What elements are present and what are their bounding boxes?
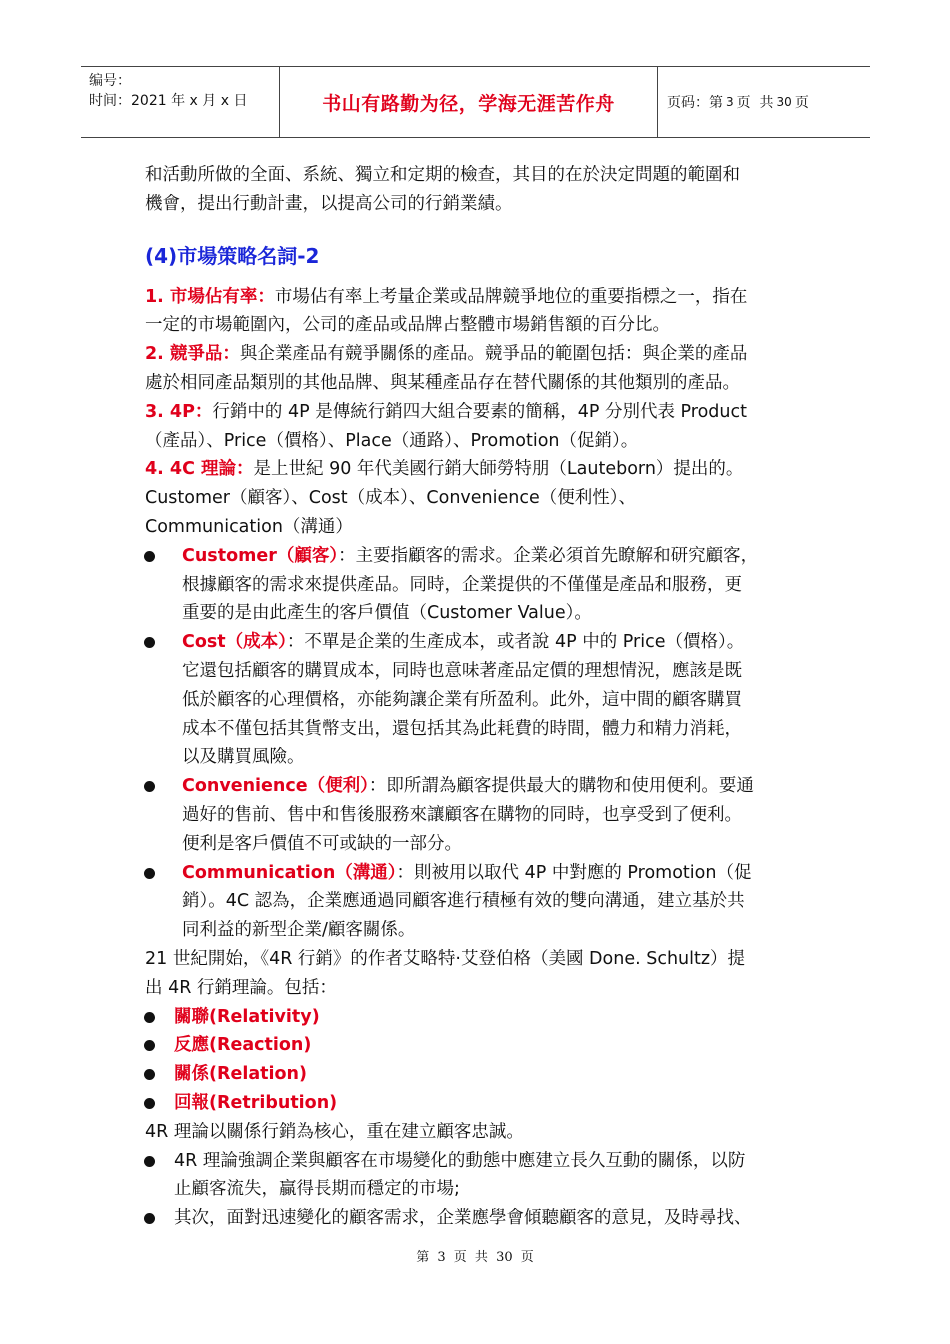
r-intro-line: 21 世紀開始，《4R 行銷》的作者艾略特·艾登伯格（美國 Done. Schultz）提 [145,948,746,969]
r-point-text: 4R 理論強調企業與顧客在市場變化的動態中應建立長久互動的關係，以防 [174,1150,746,1171]
term-text: 一定的市場範圍內，公司的產品或品牌占整體市場銷售額的百分比。 [145,315,670,336]
r-item [145,1003,810,1032]
bullet-text: 成本不僅包括其貨幣支出，還包括其為此耗費的時間，體力和精力消耗， [182,718,742,739]
r-intro-line: 出 4R 行銷理論。包括： [145,977,337,998]
bullet-text: 它還包括顧客的購買成本，同時也意味著產品定價的理想情況，應該是既 [182,660,742,681]
term-label: 4. 4C 理論： [145,459,254,480]
footer-page-current: 3 [437,1250,446,1265]
r-item [145,1089,810,1118]
bullet-term: Convenience（便利） [182,776,369,797]
bullet-term: Customer（顧客） [182,545,339,566]
bullet-text: ：主要指顧客的需求。企業必須首先瞭解和研究顧客， [338,545,759,566]
bullet-text: 銷）。4C 認為，企業應通過同顧客進行積極有效的雙向溝通，建立基於共 [182,891,745,912]
header-page-prefix: 页码：第 [667,95,723,111]
bullet-dot-icon [144,1213,155,1224]
bullet-dot-icon [144,637,155,648]
page-footer [0,1246,950,1265]
bullet-dot-icon [144,1040,155,1051]
header-page-total: 30 [776,95,792,109]
bullet-dot-icon [144,868,155,879]
bullet-text: ：不單是企業的生產成本，或者說 4P 中的 Price（價格）。 [286,632,745,653]
r-item-label: 回報(Retribution) [174,1092,338,1113]
bullet-dot-icon [144,1012,155,1023]
term-entry [145,398,810,427]
r-item-label: 關係(Relation) [174,1064,307,1085]
header-page-mid: 页 共 [736,95,774,111]
intro-line: 機會，提出行動計畫，以提高公司的行銷業績。 [145,193,513,214]
bullet-text: 根據顧客的需求來提供產品。同時，企業提供的不僅僅是產品和服務，更 [182,574,742,595]
bullet-dot-icon [144,551,155,562]
term-label: 3. 4P： [145,401,213,422]
r-item [145,1060,810,1089]
header-number-label: 编号： [89,73,131,89]
bullet-text: 重要的是由此產生的客戶價值（Customer Value）。 [182,603,592,624]
header-page-info [658,67,870,137]
r-item-label: 反應(Reaction) [174,1035,312,1056]
bullet-term: Communication（溝通） [182,862,397,883]
r-item-label: 關聯(Relativity) [174,1006,320,1027]
term-label: 2. 競爭品： [145,344,240,365]
intro-line: 和活動所做的全面、系統、獨立和定期的檢查，其目的在於決定問題的範圍和 [145,165,740,185]
header-motto: 书山有路勤为径，学海无涯苦作舟 [280,67,658,137]
bullet-dot-icon [144,1098,155,1109]
r-point-text: 止顧客流失，贏得長期而穩定的市場; [174,1179,460,1200]
bullet-item-customer [145,542,810,628]
bullet-item-convenience [145,772,810,858]
term-label: 1. 市場佔有率： [145,286,275,307]
header-meta [81,67,280,137]
term-text: 市場佔有率上考量企業或品牌競爭地位的重要指標之一，指在 [274,286,748,307]
term-text: 是上世紀 90 年代美國行銷大師勞特朋（Lauteborn）提出的。 [253,459,744,480]
header-page-current: 3 [726,95,734,109]
bullet-text: 低於顧客的心理價格，亦能夠讓企業有所盈利。此外，這中間的顧客購買 [182,689,742,710]
bullet-dot-icon [144,781,155,792]
bullet-text: 以及購買風險。 [182,747,305,768]
document-body [145,161,810,1233]
term-text: Customer（顧客）、Cost（成本）、Convenience（便利性）、 [145,488,636,509]
header-time-label: 时间：2021 年 x 月 x 日 [89,93,248,109]
term-text: （產品）、Price（價格）、Place（通路）、Promotion（促銷）。 [145,430,639,451]
bullet-text: ：則被用以取代 4P 中對應的 Promotion（促 [396,862,752,883]
r-point [145,1147,810,1205]
term-entry [145,283,810,312]
term-text: 與企業產品有競爭關係的產品。競爭品的範圍包括：與企業的產品 [239,344,748,365]
term-text: Communication（溝通） [145,516,353,537]
term-entry [145,455,810,484]
footer-mid: 页 共 [453,1250,488,1265]
bullet-text: 同利益的新型企業/顧客關係。 [182,920,416,941]
term-text: 處於相同產品類別的其他品牌、與某種產品存在替代關係的其他類別的產品。 [145,372,740,393]
bullet-text: 過好的售前、售中和售後服務來讓顧客在購物的同時，也享受到了便利。 [182,804,742,825]
header-page-suffix: 页 [794,95,809,111]
r-point [145,1204,810,1233]
section-heading: (4)市場策略名詞-2 [145,243,320,268]
page-header [81,66,870,138]
bullet-item-cost [145,628,810,772]
footer-page-total: 30 [496,1250,513,1265]
term-text: 行銷中的 4P 是傳統行銷四大組合要素的簡稱，4P 分別代表 Product [212,401,747,422]
bullet-dot-icon [144,1156,155,1167]
bullet-item-communication [145,859,810,945]
r-core-text: 4R 理論以關係行銷為核心，重在建立顧客忠誠。 [145,1121,524,1142]
footer-suffix: 页 [520,1250,534,1265]
r-point-text: 其次，面對迅速變化的顧客需求，企業應學會傾聽顧客的意見，及時尋找、 [174,1208,752,1229]
bullet-term: Cost（成本） [182,632,287,653]
bullet-text: ：即所謂為顧客提供最大的購物和使用便利。要通 [368,776,754,797]
bullet-text: 便利是客戶價值不可或缺的一部分。 [182,833,462,854]
footer-prefix: 第 [416,1250,430,1265]
term-entry [145,340,810,369]
bullet-dot-icon [144,1069,155,1080]
r-item [145,1031,810,1060]
